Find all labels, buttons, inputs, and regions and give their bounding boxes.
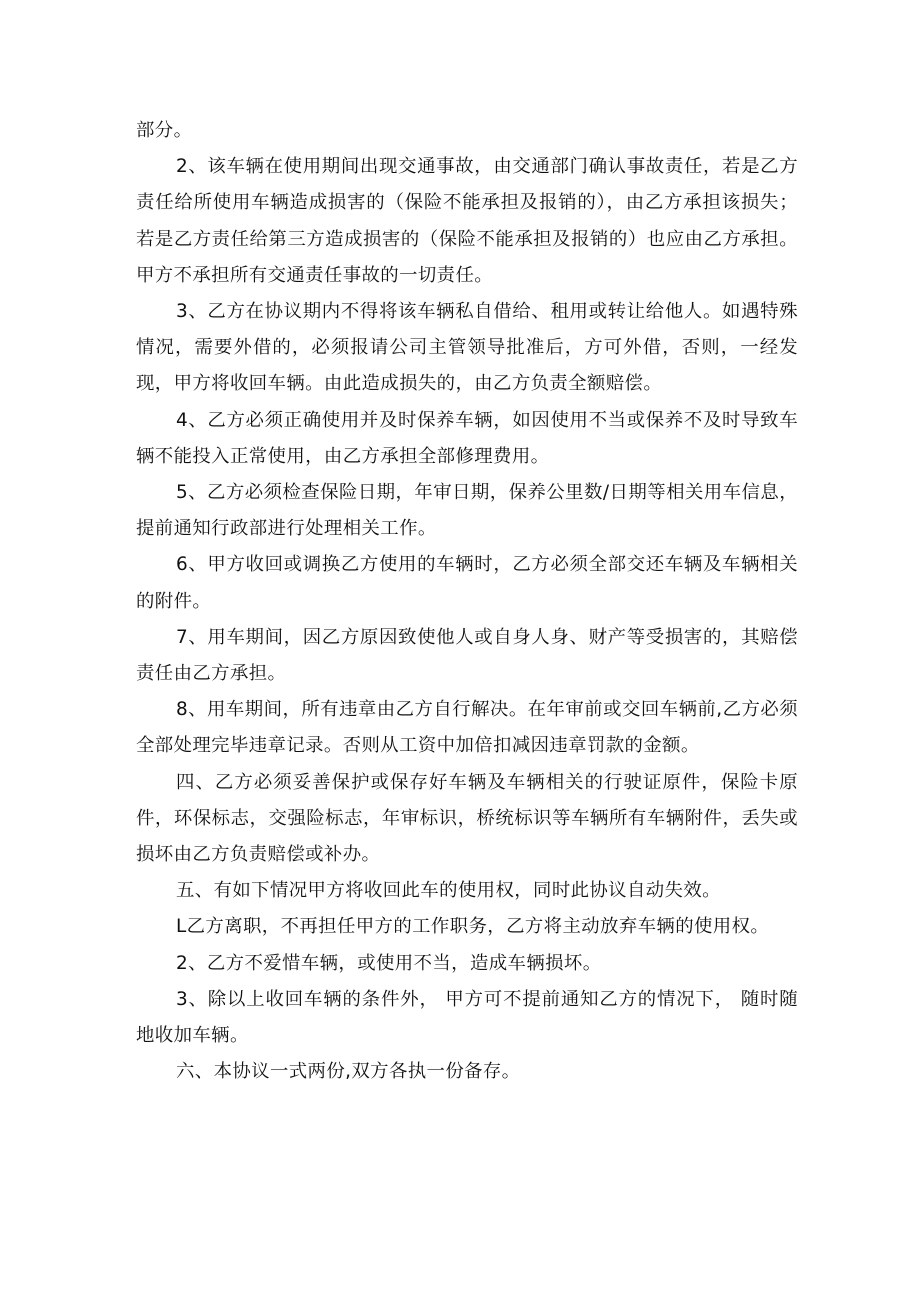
- paragraph-clause-2-traffic-accident: 2、该车辆在使用期间出现交通事故，由交通部门确认事故责任，若是乙方责任给所使用车辆造成损害的（保险不能承担及报销的），由乙方承担该损失；若是乙方责任给第三方造成损害的（保险不能承担及报销的）也应由乙方承担。甲方不承担所有交通责任事故的一切责任。: [136, 156, 798, 286]
- paragraph-clause-4-maintenance: 4、乙方必须正确使用并及时保养车辆，如因使用不当或保养不及时导致车辆不能投入正常使用，由乙方承担全部修理费用。: [136, 409, 798, 467]
- paragraph-clause-3-no-lending: 3、乙方在协议期内不得将该车辆私自借给、租用或转让给他人。如遇特殊情况，需要外借的，必须报请公司主管领导批准后，方可外借，否则，一经发现，甲方将收回车辆。由此造成损失的，由乙方负责全额赔偿。: [136, 301, 798, 395]
- paragraph-clause-5-insurance-check: 5、乙方必须检查保险日期，年审日期，保养公里数/日期等相关用车信息，提前通知行政部进行处理相关工作。: [136, 482, 798, 540]
- paragraph-clause-8-violations: 8、用车期间，所有违章由乙方自行解决。在年审前或交回车辆前,乙方必须全部处理完毕违章记录。否则从工资中加倍扣减因违章罚款的金额。: [136, 699, 798, 757]
- paragraph-continuation: 部分。: [136, 120, 193, 141]
- paragraph-section-6-copies: 六、本协议一式两份,双方各执一份备存。: [176, 1061, 521, 1083]
- paragraph-clause-6-return-vehicle: 6、甲方收回或调换乙方使用的车辆时，乙方必须全部交还车辆及车辆相关的附件。: [136, 554, 798, 612]
- paragraph-section-4-documents: 四、乙方必须妥善保护或保存好车辆及车辆相关的行驶证原件，保险卡原件，环保标志，交强险标志，年审标识，桥统标识等车辆所有车辆附件，丢失或损坏由乙方负责赔偿或补办。: [136, 771, 798, 866]
- paragraph-section-5-revocation: 五、有如下情况甲方将收回此车的使用权，同时此协议自动失效。: [176, 880, 721, 902]
- paragraph-revocation-item-2: 2、乙方不爱惜车辆，或使用不当，造成车辆损坏。: [176, 952, 602, 974]
- paragraph-revocation-item-1: L乙方离职，不再担任甲方的工作职务，乙方将主动放弃车辆的使用权。: [176, 916, 770, 938]
- paragraph-revocation-item-3: 3、除以上收回车辆的条件外， 甲方可不提前通知乙方的情况下， 随时随地收加车辆。: [136, 988, 798, 1047]
- paragraph-clause-7-liability: 7、用车期间，因乙方原因致使他人或自身人身、财产等受损害的，其赔偿责任由乙方承担。: [136, 626, 798, 685]
- document-body: [136, 113, 798, 1090]
